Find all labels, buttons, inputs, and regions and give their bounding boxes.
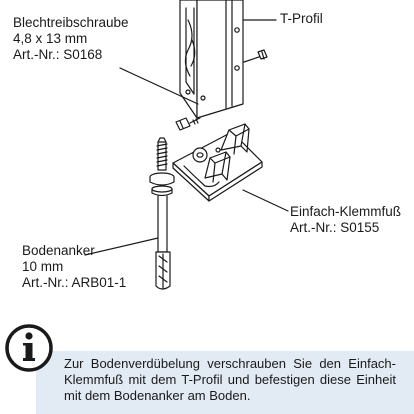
label-t-profile (280, 11, 323, 27)
note-text: Zur Bodenverdübelung verschrauben Sie den Einfach-Klemmfuß mit dem T-Profil und befestigen diese Einheit mit dem Bodenanker am Boden. (64, 356, 396, 403)
label-screw (13, 15, 129, 63)
clamp-foot-artnr: Art.-Nr.: S0155 (290, 220, 380, 235)
leader-klemmfuss (243, 190, 288, 211)
clamp-foot-name: Einfach-Klemmfuß (290, 204, 402, 219)
screw-drawing (176, 118, 200, 130)
screw-name: Blechtreibschraube (13, 15, 129, 30)
screw-size: 4,8 x 13 mm (13, 31, 88, 46)
t-profile-name: T-Profil (280, 11, 323, 26)
label-clamp-foot (290, 204, 401, 236)
screw-artnr: Art.-Nr.: S0168 (13, 47, 103, 62)
anchor-drawing (150, 138, 174, 289)
anchor-name: Bodenanker (22, 243, 95, 258)
anchor-artnr: Art.-Nr.: ARB01-1 (22, 275, 127, 290)
label-anchor (22, 243, 126, 291)
anchor-size: 10 mm (22, 259, 64, 274)
clamp-foot-drawing (173, 124, 262, 201)
t-profile-drawing (180, 0, 267, 118)
info-icon (4, 323, 54, 373)
